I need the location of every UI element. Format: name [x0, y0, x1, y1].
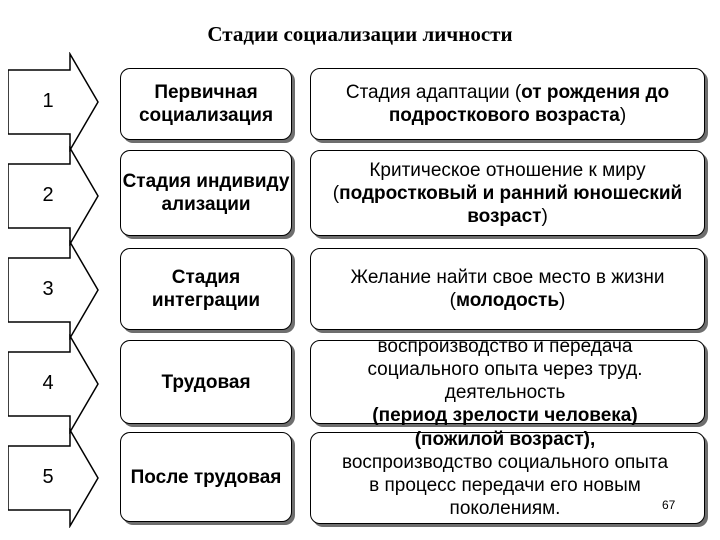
- page-number: 67: [662, 498, 676, 512]
- stage-1-desc-part: Стадия адаптации (: [345, 82, 522, 103]
- stage-3-desc-part: ): [559, 290, 566, 311]
- stage-3-description: [311, 266, 704, 312]
- diagram-title: Стадии социализации личности: [207, 22, 513, 46]
- stage-4-description: [290, 335, 720, 427]
- stage-2-arrow: [8, 146, 100, 246]
- stage-5-arrow: [8, 428, 100, 528]
- stage-4-name: Трудовая: [161, 371, 251, 393]
- stage-5-desc-line: поколениям.: [449, 498, 561, 519]
- stage-2-description: [311, 159, 704, 228]
- stage-5-desc-line: в процесс передачи его новым: [369, 475, 641, 496]
- stage-4-desc-age: (период зрелости человека): [372, 405, 638, 426]
- stage-4-desc-line: деятельность: [444, 382, 566, 403]
- stage-2-desc-age: подростковый и ранний юношеский возраст: [339, 182, 683, 227]
- stage-5-name: После трудовая: [130, 466, 282, 488]
- stage-4-number: 4: [42, 372, 54, 394]
- stage-1-desc-box: [310, 68, 705, 140]
- stage-4-name-box: [120, 340, 292, 424]
- stage-5-description: [290, 428, 720, 520]
- stage-3-name-box: [120, 248, 292, 330]
- stage-4-arrow: [8, 334, 100, 434]
- stage-1-name: Первичная социализация: [138, 82, 274, 126]
- stage-3-name: Стадия интеграции: [151, 267, 261, 311]
- stage-3-arrow: [8, 240, 100, 340]
- stage-2-name-box: [120, 150, 292, 236]
- stage-3-desc-part: Желание найти свое место в жизни (: [350, 267, 665, 311]
- stage-1-name-box: [120, 68, 292, 140]
- stage-5-name-box: [120, 432, 292, 522]
- stage-2-name: Стадия индивиду ализации: [122, 171, 290, 215]
- stage-1-desc-age: от рождения до подросткового возраста: [388, 82, 670, 126]
- stage-2-number: 2: [42, 184, 54, 206]
- stage-5-number: 5: [42, 466, 54, 488]
- stage-1-desc-part: ): [619, 105, 627, 126]
- stage-3-desc-age: молодость: [455, 290, 560, 311]
- stage-5-desc-line: воспроизводство социального опыта: [341, 452, 669, 473]
- stage-1-description: [311, 81, 704, 127]
- stage-3-desc-box: [310, 248, 705, 330]
- stage-4-desc-line: социального опыта через труд.: [367, 359, 643, 380]
- stage-5-desc-age: (пожилой возраст),: [414, 429, 596, 450]
- stage-1-number: 1: [42, 90, 54, 112]
- stage-2-desc-part: ): [541, 205, 548, 227]
- stage-2-desc-part: Критическое отношение к миру (: [332, 159, 646, 204]
- stage-1-arrow: [8, 52, 100, 152]
- stage-4-desc-line: воспроизводство и передача: [377, 336, 633, 357]
- stage-2-desc-box: [310, 150, 705, 236]
- stage-3-number: 3: [42, 278, 54, 300]
